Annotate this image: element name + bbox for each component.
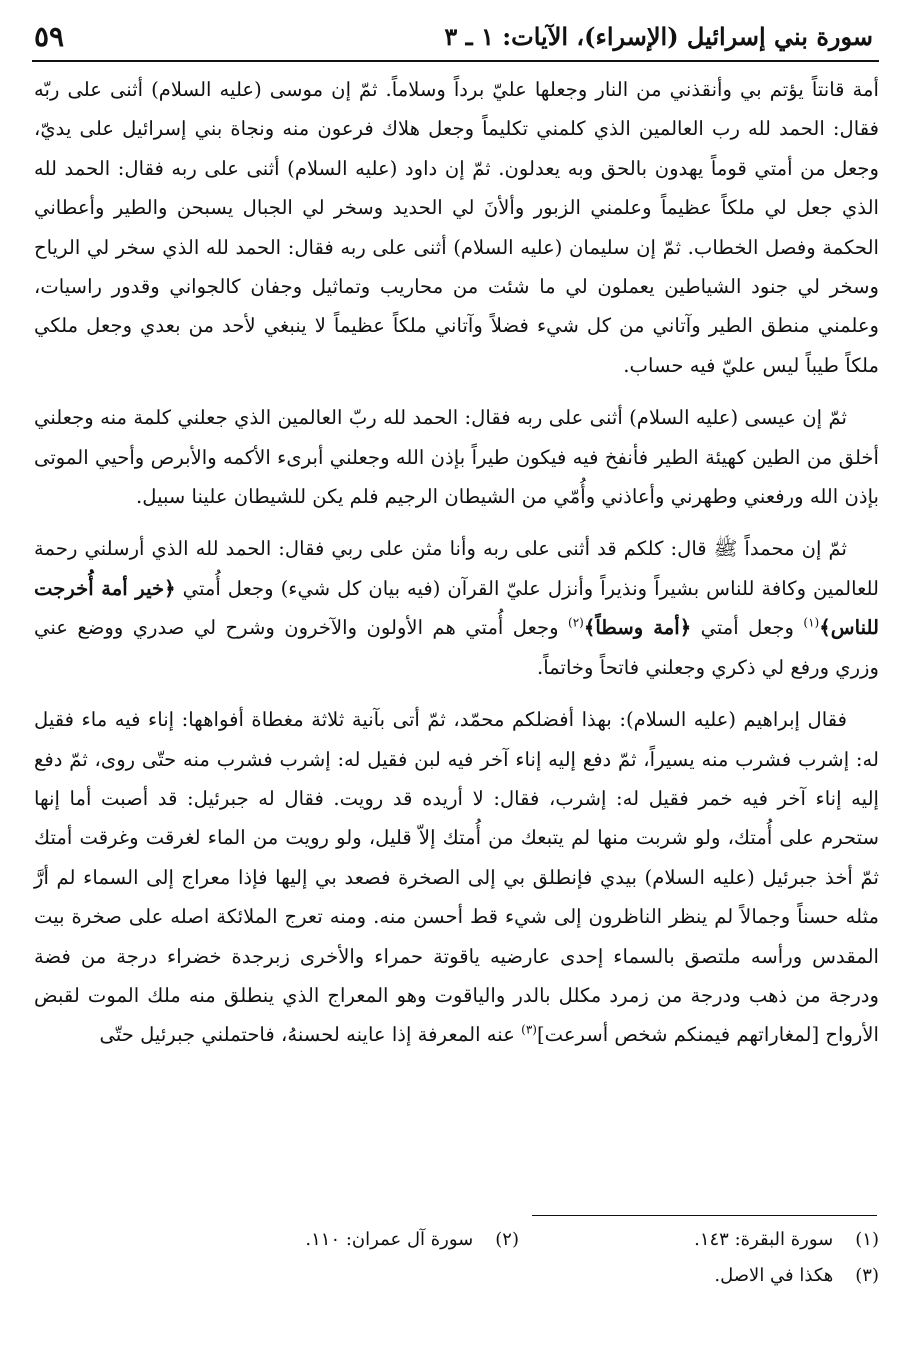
chapter-title: سورة بني إسرائيل (الإسراء)، الآيات: ١ ـ ٣ [444, 21, 873, 51]
footnote-3-number: (٣) [855, 1265, 879, 1286]
paragraph-2: ثمّ إن عيسى (عليه السلام) أثنى على ربه فقال: الحمد لله ربّ العالمين الذي جعلني كلمة منه وجعلني أخلق من الطين كهيئة الطير فأنفخ فيه فيكون طيراً بإذن الله وجعلني أبرىء الأكمه والأبرص وأحيي الموتى بإذن الله ورفعني وطهرني وأعاذني وأُمّي من الشيطان الرجيم فلم يكن للشيطان علينا سبيل. [34, 406, 879, 509]
footnote-row [150, 1222, 879, 1258]
paragraph-3-text-b: وجعل أمتي [700, 616, 795, 640]
footnote-row [150, 1258, 879, 1294]
paragraph-4-text-b: عنه المعرفة إذا عاينه لحسنهُ، فاحتملني جبرئيل حتّى [99, 1023, 515, 1047]
footnote-2-text: سورة آل عمران: ١١٠. [305, 1229, 474, 1250]
footnote-ref-3: (٣) [521, 1022, 537, 1037]
paragraph-3-text-a: ثمّ إن محمداً ﷺ قال: كلكم قد أثنى على ربه وأنا مثن على ربي فقال: الحمد لله الذي أرسلني رحمة للعالمين وكافة للناس بشيراً ونذيراً وأنزل عليّ القرآن (فيه بيان كل شيء) وجعل أُمتي [34, 537, 880, 600]
paragraph-3 [34, 529, 879, 687]
footnote-2 [159, 1222, 519, 1258]
paragraph-4 [34, 700, 879, 1055]
header-rule [32, 60, 879, 62]
main-text [34, 70, 879, 1055]
footnote-1 [519, 1222, 879, 1258]
footnote-rule [532, 1215, 877, 1216]
quran-quote-2: ﴿أمة وسطاً﴾ [583, 616, 692, 640]
footnotes [150, 1222, 879, 1294]
paragraph-4-text-a: فقال إبراهيم (عليه السلام): بهذا أفضلكم محمّد، ثمّ أتى بآنية ثلاثة مغطاة أفواهها: إناء فيه ماء فقيل له: إشرب فشرب منه يسيراً، ثمّ دفع إليه إناء آخر فيه لبن فقيل له: إشرب فشرب منه حتّى روى، ثمّ دفع إليه إناء آخر فيه خمر فقيل له: إشرب، فقال: لا أريده قد رويت. فقال له جبرئيل: قد أصبت أما إنها ستحرم على أُمتك، ولو شربت منها لم يتبعك من أُمتك إلاّ قليل، ولو رويت من الماء لغرقت وغرقت أمتك ثمّ أخذ جبرئيل (عليه السلام) بيدي فإنطلق بي إلى الصخرة فصعد بي إليها فإذا معراج إلى السماء لم أرَّ مثله حسناً وجمالاً لم ينظر الناظرون إلى شيء قط أحسن منه. ومنه تعرج الملائكة اصله على صخرة بيت المقدس ورأسه ملتصق بالسماء إحدى عارضيه ياقوتة حمراء والأخرى زبرجدة خضراء درجة من فضة ودرجة من ذهب ودرجة من زمرد مكلل بالدر والياقوت وهو المعراج الذي ينطلق منه ملك الموت لقبض الأرواح [لمغاراتهم فيمنكم شخص أسرعت] [34, 708, 879, 1047]
running-header [34, 16, 873, 56]
footnote-1-text: سورة البقرة: ١٤٣. [694, 1229, 834, 1250]
footnote-ref-2: (٢) [568, 615, 584, 630]
footnote-3 [519, 1258, 879, 1294]
page-number: ٥٩ [34, 19, 65, 53]
quran-quote-1: ﴿خير أمة أُخرجت للناس﴾ [34, 576, 879, 640]
footnote-1-number: (١) [855, 1229, 879, 1250]
footnote-3-text: هكذا في الاصل. [714, 1265, 834, 1286]
paragraph-3-text-c: وجعل أُمتي هم الأولون والآخرون وشرح لي صدري ووضع عني وزري ورفع لي ذكري وجعلني فاتحاً وخاتماً. [34, 616, 879, 679]
footnote-ref-1: (١) [803, 615, 820, 630]
footnote-2-number: (٢) [495, 1229, 519, 1250]
paragraph-1: أمة قانتاً يؤتم بي وأنقذني من النار وجعلها عليّ برداً وسلاماً. ثمّ إن موسى (عليه السلام) أثنى على ربّه فقال: الحمد لله رب العالمين الذي كلمني تكليماً وجعل هلاك فرعون منه ونجاة بني إسرائيل على يديّ، وجعل من أمتي قوماً يهدون بالحق وبه يعدلون. ثمّ إن داود (عليه السلام) أثنى على ربه فقال: الحمد لله الذي جعل لي ملكاً عظيماً وعلمني الزبور وألأنَ لي الحديد وسخر لي الجبال يسبحن والطير وأعطاني الحكمة وفصل الخطاب. ثمّ إن سليمان (عليه السلام) أثنى على ربه فقال: الحمد لله الذي سخر لي الرياح وسخر لي جنود الشياطين يعملون لي ما شئت من محاريب وتماثيل وجفان كالجواني وقدور راسيات، وعلمني منطق الطير وآتاني من كل شيء فضلاً وآتاني ملكاً عظيماً لا ينبغي لأحد من بعدي وجعل ملكي ملكاً طيباً ليس عليّ فيه حساب. [34, 78, 879, 377]
